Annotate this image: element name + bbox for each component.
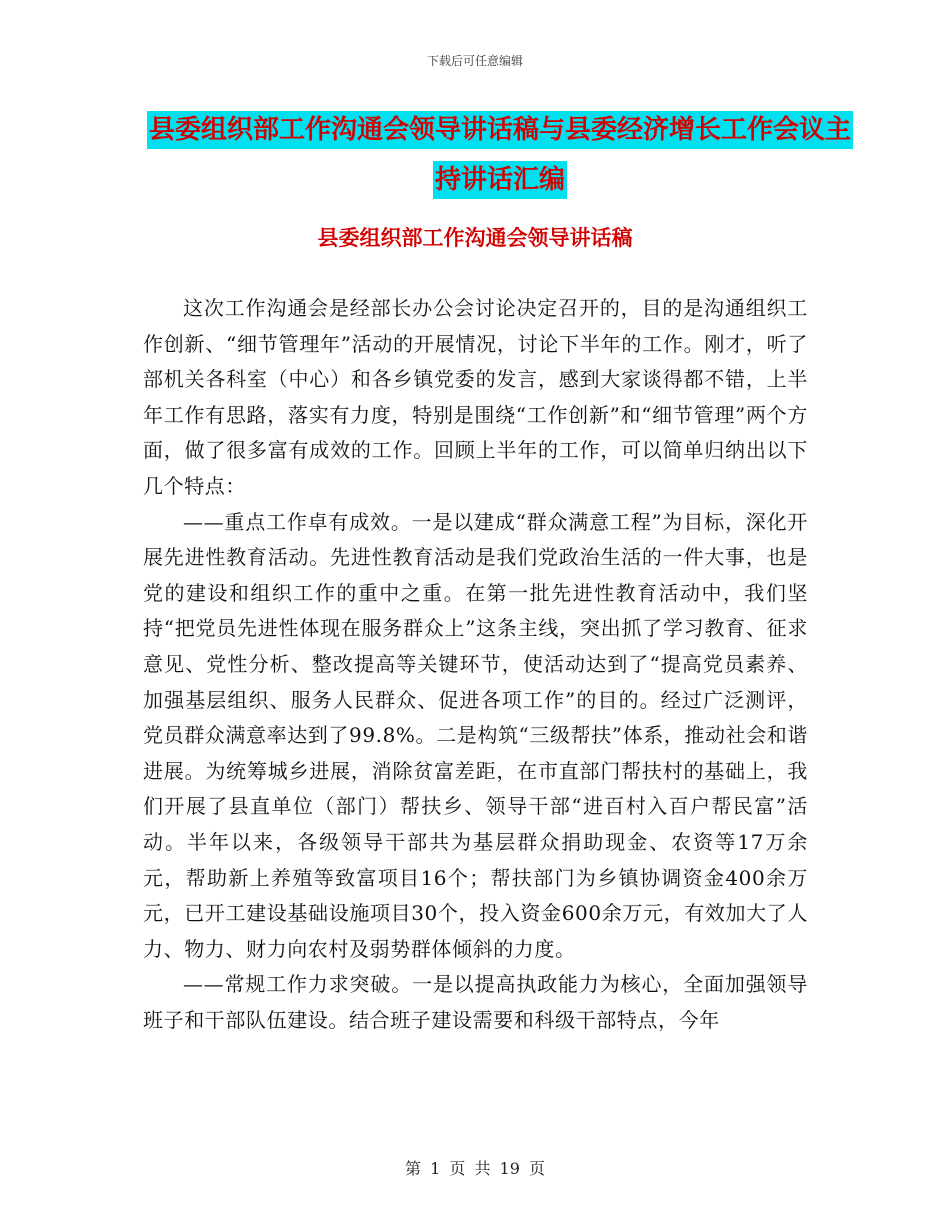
paragraph: 这次工作沟通会是经部长办公会讨论决定召开的，目的是沟通组织工作创新、“细节管理年”活动的开展情况，讨论下半年的工作。刚才，听了部机关各科室（中心）和各乡镇党委的发言，感到大家谈得都不错，上半年工作有思路，落实有力度，特别是围绕“工作创新”和“细节管理”两个方面，做了很多富有成效的工作。回顾上半年的工作，可以简单归纳出以下几个特点：: [143, 296, 808, 498]
page-footer: 第 1 页 共 19 页: [405, 1159, 545, 1178]
header-note: 下载后可任意编辑: [426, 54, 523, 68]
document-title-text: 县委组织部工作沟通会领导讲话稿与县委经济增长工作会议主持讲话汇编: [147, 111, 853, 199]
paragraph: ——常规工作力求突破。一是以提高执政能力为核心，全面加强领导班子和干部队伍建设。结合班子建设需要和科级干部特点，今年: [143, 972, 808, 1032]
section-title: 县委组织部工作沟通会领导讲话稿: [317, 226, 633, 250]
paragraph: ——重点工作卓有成效。一是以建成“群众满意工程”为目标，深化开展先进性教育活动。先进性教育活动是我们党政治生活的一件大事，也是党的建设和组织工作的重中之重。在第一批先进性教育活动中，我们坚持“把党员先进性体现在服务群众上”这条主线，突出抓了学习教育、征求意见、党性分析、整改提高等关键环节，使活动达到了“提高党员素养、加强基层组织、服务人民群众、促进各项工作”的目的。经过广泛测评，党员群众满意率达到了99.8%。二是构筑“三级帮扶”体系，推动社会和谐进展。为统筹城乡进展，消除贫富差距，在市直部门帮扶村的基础上，我们开展了县直单位（部门）帮扶乡、领导干部“进百村入百户帮民富”活动。半年以来，各级领导干部共为基层群众捐助现金、农资等17万余元，帮助新上养殖等致富项目16个；帮扶部门为乡镇协调资金400余万元，已开工建设基础设施项目30个，投入资金600余万元，有效加大了人力、物力、财力向农村及弱势群体倾斜的力度。: [143, 509, 808, 961]
document-title: [140, 105, 860, 205]
body-content: [143, 291, 808, 1038]
